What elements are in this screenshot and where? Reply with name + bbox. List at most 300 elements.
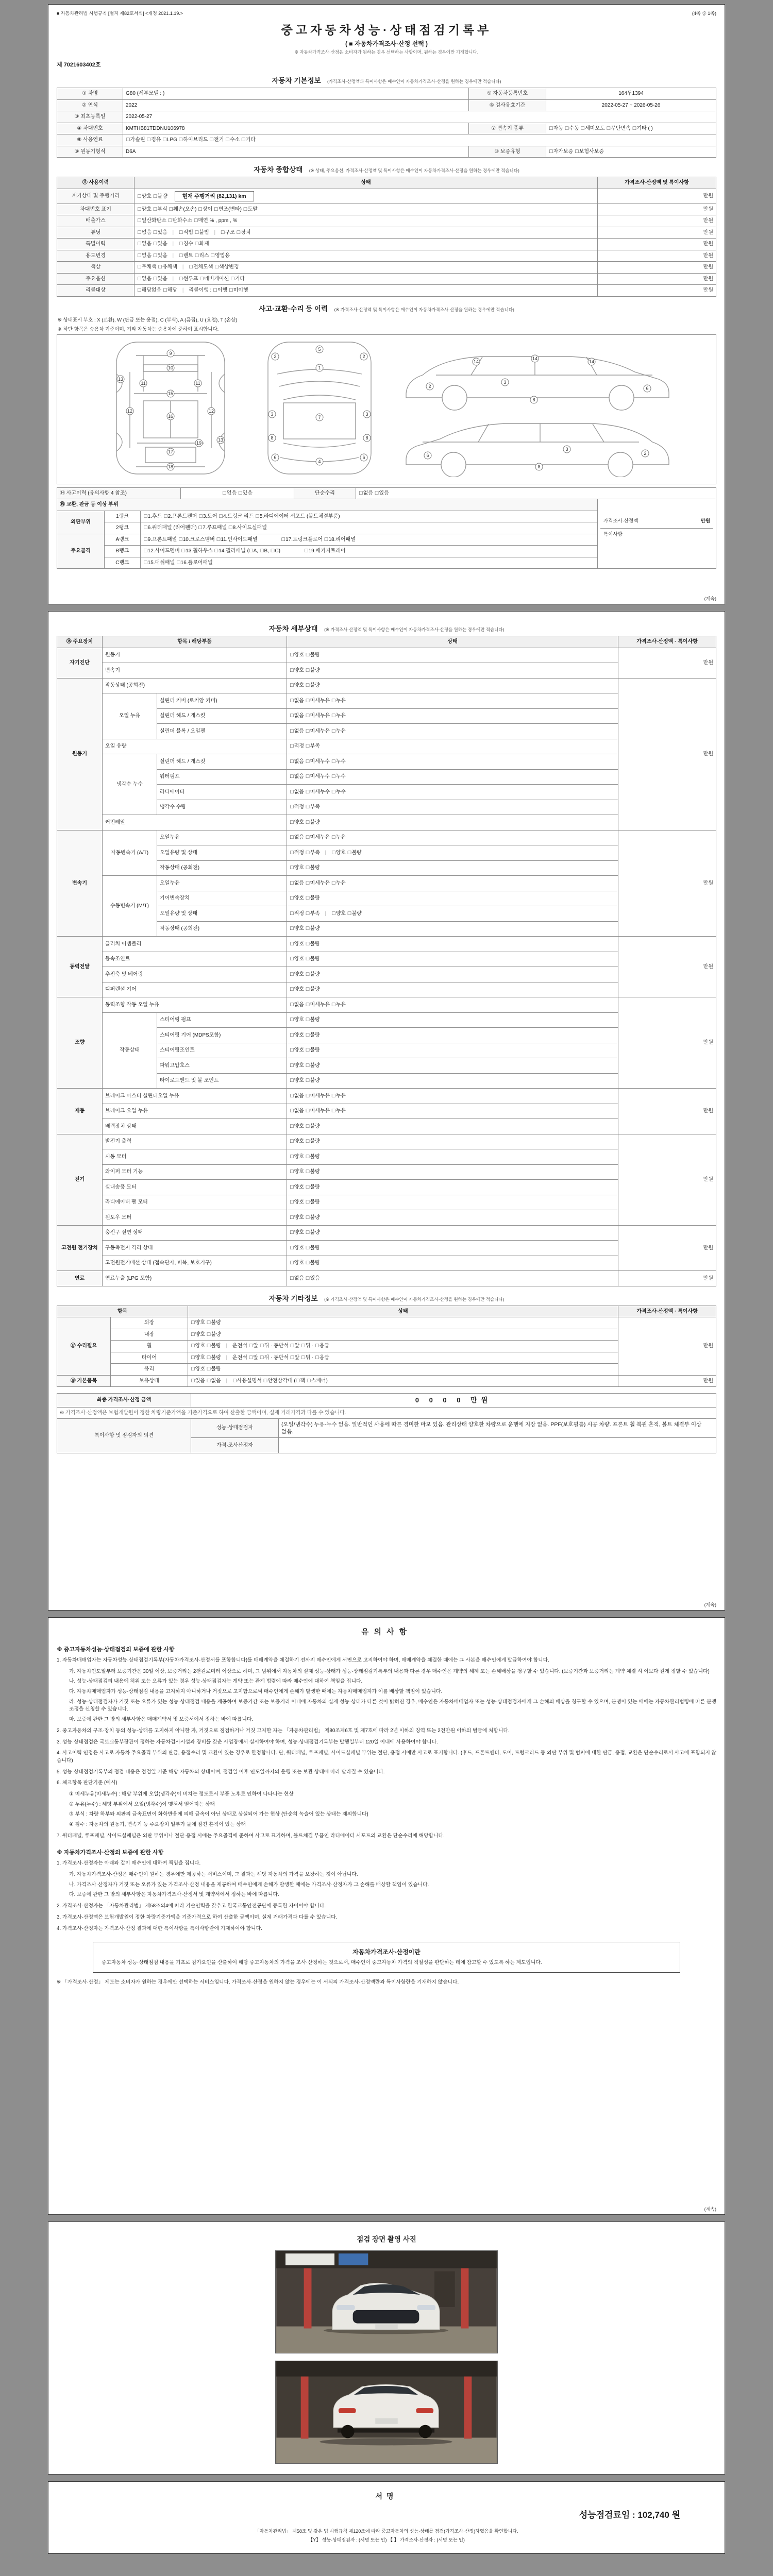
checkbox[interactable]: □ xyxy=(179,536,182,543)
svg-text:10: 10 xyxy=(167,365,174,370)
checkbox[interactable]: □ xyxy=(306,956,310,962)
checkbox[interactable]: □ xyxy=(290,652,294,658)
item-status: □양호 □불량 xyxy=(287,815,618,831)
checkbox[interactable]: □ xyxy=(331,834,335,840)
checkbox[interactable]: □ xyxy=(331,1001,335,1008)
checkbox[interactable]: □ xyxy=(228,524,232,531)
item-label: 브레이크 오일 누유 xyxy=(103,1104,287,1119)
mileage-value: 현재 주행거리 (82,131) km xyxy=(175,191,254,201)
checkbox[interactable]: □ xyxy=(138,229,141,235)
checkbox[interactable]: □ xyxy=(281,536,285,543)
notice-paragraph: 2. 가격조사·산정자는 「자동차관리법」 제58조의4에 따라 기술인력을 갖추고 한국교통안전공단에 등록한 자이어야 합니다. xyxy=(57,1903,326,1909)
row-label: 리콜대상 xyxy=(57,285,135,297)
row-price: 만원 xyxy=(598,273,716,285)
checkbox[interactable]: □ xyxy=(191,1366,195,1372)
item-label: 윈도우 모터 xyxy=(103,1210,287,1226)
checkbox[interactable]: □ xyxy=(290,895,294,901)
table-row xyxy=(57,88,716,100)
checkbox[interactable]: □ xyxy=(214,206,218,212)
checkbox[interactable]: □ xyxy=(306,804,310,810)
item-status: □적정 □부족 xyxy=(287,800,618,815)
checkbox[interactable]: □ xyxy=(315,1343,319,1349)
basic-info-table xyxy=(57,88,716,158)
divider: | xyxy=(226,1343,228,1349)
device-name: 동력전달 xyxy=(57,937,103,997)
checkbox[interactable]: □ xyxy=(138,206,141,212)
checkbox[interactable]: □ xyxy=(301,1343,305,1349)
checkbox[interactable]: □ xyxy=(214,548,219,554)
checkbox[interactable]: □ xyxy=(189,264,193,270)
item-status: □적정 □부족 xyxy=(287,739,618,754)
checkbox[interactable]: □ xyxy=(290,727,294,734)
checkbox[interactable]: □ xyxy=(290,788,294,795)
checkbox[interactable]: □ xyxy=(549,148,553,155)
svg-text:17: 17 xyxy=(167,449,174,454)
checkbox[interactable]: □ xyxy=(290,940,294,947)
checkbox[interactable]: □ xyxy=(306,1031,310,1038)
checkbox[interactable]: □ xyxy=(290,1031,294,1038)
checkbox[interactable]: □ xyxy=(290,1016,294,1023)
checkbox[interactable]: □ xyxy=(304,548,308,554)
item-label: 연료누출 (LPG 포함) xyxy=(103,1271,287,1286)
checkbox[interactable]: □ xyxy=(290,1229,294,1235)
checkbox[interactable]: □ xyxy=(211,252,215,259)
checkbox[interactable]: □ xyxy=(290,1062,294,1069)
checkbox[interactable]: □ xyxy=(290,819,294,825)
checkbox[interactable]: □ xyxy=(290,773,294,779)
item-status: □양호 □불량 xyxy=(287,1134,618,1149)
checkbox[interactable]: □ xyxy=(215,264,219,270)
inspector-opinion-text: (오일/냉각수) 누유·누수 없음. 일반적인 사용에 따른 경미한 마모 있음. 관리상태 양호한 차량으로 운행에 지장 없음. PPF(보호필름) 시공 차량. 프론트 휠 복원 흔적, 볼트 체결부 이상 없음. xyxy=(279,1419,716,1438)
table-row xyxy=(57,123,716,134)
checkbox[interactable]: □ xyxy=(306,713,310,719)
item-label: 시동 모터 xyxy=(103,1149,287,1165)
checkbox[interactable]: □ xyxy=(581,125,585,131)
checkbox[interactable]: □ xyxy=(347,849,351,856)
item-status: □양호 □불량 xyxy=(287,648,618,663)
checkbox[interactable]: □ xyxy=(207,1366,211,1372)
checkbox[interactable]: □ xyxy=(290,1047,294,1053)
checkbox[interactable]: □ xyxy=(153,241,157,247)
checkbox[interactable]: □ xyxy=(607,125,611,131)
signature-title: 서명 xyxy=(375,2492,398,2500)
svg-text:12: 12 xyxy=(127,408,133,414)
item-label: 파워고압호스 xyxy=(157,1058,287,1074)
checkbox[interactable]: □ xyxy=(565,125,569,131)
checkbox[interactable]: □ xyxy=(153,275,157,282)
checkbox[interactable]: □ xyxy=(306,895,310,901)
checkbox[interactable]: □ xyxy=(198,524,203,531)
checkbox[interactable]: □ xyxy=(144,559,147,566)
checkbox[interactable]: □ xyxy=(306,1199,310,1205)
checkbox[interactable]: □ xyxy=(207,1354,211,1361)
accident-history-label: ⑭ 사고이력 (유의사항 4 참조) xyxy=(57,487,181,499)
checkbox[interactable]: □ xyxy=(306,1183,310,1190)
detail-row xyxy=(57,1210,716,1226)
checkbox[interactable]: □ xyxy=(191,1343,195,1349)
checkbox[interactable]: □ xyxy=(306,773,310,779)
checkbox[interactable]: □ xyxy=(290,971,294,977)
checkbox[interactable]: □ xyxy=(232,1377,237,1384)
checkbox[interactable]: □ xyxy=(290,697,294,704)
checkbox[interactable]: □ xyxy=(632,125,636,131)
checkbox[interactable]: □ xyxy=(331,713,335,719)
checkbox[interactable]: □ xyxy=(207,1343,211,1349)
checkbox[interactable]: □ xyxy=(147,137,151,143)
notice-paragraph: 마. 보증에 관한 그 밖의 세부사항은 매매계약서 및 보증서에서 정하는 바에 따릅니다. xyxy=(69,1717,254,1723)
checkbox[interactable]: □ xyxy=(306,1047,310,1053)
item-label: 휠 xyxy=(111,1341,188,1352)
checkbox[interactable]: □ xyxy=(331,788,335,795)
checkbox[interactable]: □ xyxy=(290,1077,294,1083)
checkbox[interactable]: □ xyxy=(207,1319,211,1326)
parts-price-block xyxy=(598,499,716,569)
checkbox[interactable]: □ xyxy=(306,986,310,992)
svg-text:6: 6 xyxy=(362,454,365,460)
section-etc-title: 자동차 기타정보 xyxy=(268,1294,318,1302)
checkbox[interactable]: □ xyxy=(138,264,141,270)
checkbox[interactable]: □ xyxy=(241,137,245,143)
svg-text:2: 2 xyxy=(362,353,365,359)
item-label: 타이로드엔드 및 볼 조인트 xyxy=(157,1073,287,1089)
checkbox[interactable]: □ xyxy=(306,743,310,749)
checkbox[interactable]: □ xyxy=(290,804,294,810)
detail-row xyxy=(57,876,716,891)
checkbox[interactable]: □ xyxy=(306,1001,310,1008)
col-status: 상태 xyxy=(135,177,598,189)
checkbox[interactable]: □ xyxy=(126,137,130,143)
checkbox[interactable]: □ xyxy=(290,713,294,719)
fuel-options: □가솔린 □경유 □LPG □하이브리드 □전기 □수소 □기타 xyxy=(123,134,716,146)
notice-paragraph: 2. 중고자동차의 구조·장치 등의 성능·상태를 고지하지 아니한 자, 거짓으로 점검하거나 거짓 고지한 자는 「자동차관리법」 제80조제6호 및 제7호에 따라 2년 이하의 징역 또는 2천만원 이하의 벌금에 처합니다. xyxy=(57,1727,510,1734)
checkbox[interactable]: □ xyxy=(210,137,214,143)
checkbox[interactable]: □ xyxy=(153,193,157,199)
checkbox[interactable]: □ xyxy=(307,1377,311,1384)
checkbox[interactable]: □ xyxy=(290,834,294,840)
checkbox[interactable]: □ xyxy=(306,727,310,734)
checkbox[interactable]: □ xyxy=(249,1354,253,1361)
notice-paragraph: ③ 부식 : 차량 하부와 외판의 금속표면이 화학반응에 의해 금속이 아닌 상태로 상실되어 가는 현상 (단순히 녹슬어 있는 상태는 제외합니다) xyxy=(69,1811,368,1818)
detail-row xyxy=(57,997,716,1013)
checkbox[interactable]: □ xyxy=(200,275,204,282)
checkbox[interactable]: □ xyxy=(290,1343,294,1349)
checkbox[interactable]: □ xyxy=(306,910,310,917)
checkbox[interactable]: □ xyxy=(290,986,294,992)
group-price: 만원 xyxy=(618,1317,716,1376)
checkbox[interactable]: □ xyxy=(306,879,310,886)
checkbox[interactable]: □ xyxy=(138,275,141,282)
model-year-label: ② 연식 xyxy=(57,99,123,111)
item-status: □양호 □불량 xyxy=(287,1119,618,1134)
checkbox[interactable]: □ xyxy=(290,879,294,886)
checkbox[interactable]: □ xyxy=(306,652,310,658)
checkbox[interactable]: □ xyxy=(359,489,363,496)
document-subtitle: ( ■ 자동차가격조사·산정 선택 ) xyxy=(345,40,428,47)
checkbox[interactable]: □ xyxy=(306,819,310,825)
svg-text:8: 8 xyxy=(271,435,274,440)
checkbox[interactable]: □ xyxy=(191,1377,195,1384)
checkbox[interactable]: □ xyxy=(290,682,294,688)
checkbox[interactable]: □ xyxy=(306,865,310,871)
checkbox[interactable]: □ xyxy=(290,1354,294,1361)
checkbox[interactable]: □ xyxy=(179,241,183,247)
checkbox[interactable]: □ xyxy=(324,536,328,543)
checkbox[interactable]: □ xyxy=(179,275,183,282)
checkbox[interactable]: □ xyxy=(207,1331,211,1337)
checkbox[interactable]: □ xyxy=(306,758,310,765)
item-label: 라디에이터 xyxy=(157,785,287,800)
checkbox[interactable]: □ xyxy=(290,1168,294,1175)
checkbox[interactable]: □ xyxy=(331,910,335,917)
checkbox[interactable]: □ xyxy=(331,849,335,856)
notice-paragraph: 3. 성능·상태점검은 국토교통부장관이 정하는 자동차검사시설과 장비를 갖춘 사업장에서 실시하여야 하며, 성능·상태점검기록부는 발행일부터 120일 이내에 사용하여야 합니다. xyxy=(57,1739,438,1745)
section-basic-header xyxy=(57,75,716,86)
checkbox[interactable]: □ xyxy=(331,758,335,765)
table-row xyxy=(57,1407,716,1419)
item-label: 작동상태 (공회전) xyxy=(103,678,287,693)
checkbox[interactable]: □ xyxy=(191,1319,195,1326)
checkbox[interactable]: □ xyxy=(290,1001,294,1008)
checkbox[interactable]: □ xyxy=(153,252,157,259)
table-row xyxy=(57,146,716,158)
device-name: 자기진단 xyxy=(57,648,103,678)
checkbox[interactable]: □ xyxy=(306,788,310,795)
checkbox[interactable]: □ xyxy=(213,287,217,294)
checkbox[interactable]: □ xyxy=(260,548,264,554)
checkbox[interactable]: □ xyxy=(290,1260,294,1266)
item-status: □양호 □불량 xyxy=(188,1317,618,1329)
checkbox[interactable]: □ xyxy=(158,264,162,270)
checkbox[interactable]: □ xyxy=(306,940,310,947)
checkbox[interactable]: □ xyxy=(290,910,294,917)
checkbox[interactable]: □ xyxy=(331,697,335,704)
overall-row xyxy=(57,204,716,215)
checkbox[interactable]: □ xyxy=(306,1229,310,1235)
divider: | xyxy=(226,1378,228,1384)
checkbox[interactable]: □ xyxy=(243,206,247,212)
checkbox[interactable]: □ xyxy=(306,697,310,704)
divider: | xyxy=(182,287,184,294)
checkbox[interactable]: □ xyxy=(207,1377,211,1384)
item-status: □양호 □불량 xyxy=(287,1164,618,1180)
checkbox[interactable]: □ xyxy=(290,1138,294,1144)
checkbox[interactable]: □ xyxy=(144,548,147,554)
checkbox[interactable]: □ xyxy=(163,287,167,294)
checkbox[interactable]: □ xyxy=(138,252,141,259)
checkbox[interactable]: □ xyxy=(331,1092,335,1099)
checkbox[interactable]: □ xyxy=(198,206,202,212)
item-label: 워터펌프 xyxy=(157,769,287,785)
checkbox[interactable]: □ xyxy=(195,229,199,235)
checkbox[interactable]: □ xyxy=(306,1153,310,1160)
signature-parties: 【Y】 성능·상태점검자 : (서명 또는 인) 【 】 가격조사·산정자 : (서명 또는 인) xyxy=(308,2537,465,2543)
checkbox[interactable]: □ xyxy=(375,489,379,496)
checkbox[interactable]: □ xyxy=(153,229,157,235)
etc-row xyxy=(57,1329,716,1341)
checkbox[interactable]: □ xyxy=(179,252,183,259)
checkbox[interactable]: □ xyxy=(169,206,173,212)
divider: | xyxy=(182,264,184,270)
checkbox[interactable]: □ xyxy=(179,137,183,143)
checkbox[interactable]: □ xyxy=(290,758,294,765)
continued-marker: (계속) xyxy=(704,2207,716,2212)
overall-row xyxy=(57,239,716,250)
checkbox[interactable]: □ xyxy=(331,1108,335,1114)
checkbox[interactable]: □ xyxy=(168,217,172,224)
checkbox[interactable]: □ xyxy=(163,137,166,143)
checkbox[interactable]: □ xyxy=(138,217,141,224)
checkbox[interactable]: □ xyxy=(221,229,225,235)
checkbox[interactable]: □ xyxy=(290,1214,294,1221)
notice-paragraph: 가. 자동차가격조사·산정은 매수인이 원하는 경우에만 제공하는 서비스이며, 그 결과는 해당 자동차의 가격을 보장하는 것이 아닙니다. xyxy=(69,1872,358,1878)
checkbox[interactable]: □ xyxy=(260,1354,264,1361)
checkbox[interactable]: □ xyxy=(194,217,198,224)
checkbox[interactable]: □ xyxy=(331,727,335,734)
detail-status-table xyxy=(57,636,716,1286)
checkbox[interactable]: □ xyxy=(290,1108,294,1114)
section-etc-note: (※ 가격조사·산정액 및 특이사항은 매수인이 자동차가격조사·산정을 원하는 경우에만 적습니다) xyxy=(324,1296,505,1302)
checkbox[interactable]: □ xyxy=(306,849,310,856)
checkbox[interactable]: □ xyxy=(306,925,310,931)
checkbox[interactable]: □ xyxy=(271,548,275,554)
checkbox[interactable]: □ xyxy=(237,229,241,235)
checkbox[interactable]: □ xyxy=(306,1077,310,1083)
checkbox[interactable]: □ xyxy=(144,536,147,543)
final-price-value: 0 0 0 0 만원 xyxy=(191,1394,716,1408)
checkbox[interactable]: □ xyxy=(296,1377,300,1384)
checkbox[interactable]: □ xyxy=(290,1275,294,1281)
checkbox[interactable]: □ xyxy=(144,513,147,519)
checkbox[interactable]: □ xyxy=(249,548,253,554)
checkbox[interactable]: □ xyxy=(306,1123,310,1129)
divider: | xyxy=(172,276,174,282)
checkbox[interactable]: □ xyxy=(331,773,335,779)
checkbox[interactable]: □ xyxy=(306,682,310,688)
checkbox[interactable]: □ xyxy=(306,971,310,977)
detail-row xyxy=(57,1195,716,1210)
checkbox[interactable]: □ xyxy=(290,743,294,749)
checkbox[interactable]: □ xyxy=(290,1153,294,1160)
detail-row xyxy=(57,982,716,997)
item-status: □없음 □미세누유 □누유 xyxy=(287,724,618,739)
notice-paragraph: 가. 자동차인도일부터 보증기간은 30일 이상, 보증거리는 2천킬로미터 이상으로 하며, 그 범위에서 자동차의 실제 성능·상태가 성능·상태점검기록부의 내용과 다른 경우 매수인은 계약의 해제 또는 손해배상을 청구할 수 있습니다. (보증기간과 보증거리는 계약 체결 시 이보다 길게 정할 수 있습니다) xyxy=(69,1668,710,1674)
item-label: 오일누유 xyxy=(157,876,287,891)
etc-row xyxy=(57,1364,716,1376)
checkbox[interactable]: □ xyxy=(290,956,294,962)
page-5 xyxy=(48,2481,725,2554)
checkbox[interactable]: □ xyxy=(306,1244,310,1251)
checkbox[interactable]: □ xyxy=(195,252,199,259)
checkbox[interactable]: □ xyxy=(290,925,294,931)
checkbox[interactable]: □ xyxy=(231,275,234,282)
checkbox[interactable]: □ xyxy=(306,1016,310,1023)
checkbox[interactable]: □ xyxy=(195,241,199,247)
checkbox[interactable]: □ xyxy=(238,489,242,496)
checkbox[interactable]: □ xyxy=(263,1377,267,1384)
checkbox[interactable]: □ xyxy=(138,241,141,247)
checkbox[interactable]: □ xyxy=(260,1343,264,1349)
checkbox[interactable]: □ xyxy=(199,513,203,519)
checkbox[interactable]: □ xyxy=(301,1354,305,1361)
checkbox[interactable]: □ xyxy=(306,667,310,673)
device-name: 제동 xyxy=(57,1089,103,1134)
checkbox[interactable]: □ xyxy=(306,1092,310,1099)
checkbox[interactable]: □ xyxy=(249,1343,253,1349)
checkbox[interactable]: □ xyxy=(290,1123,294,1129)
checkbox[interactable]: □ xyxy=(219,513,223,519)
checkbox[interactable]: □ xyxy=(306,1108,310,1114)
checkbox[interactable]: □ xyxy=(331,879,335,886)
checkbox[interactable]: □ xyxy=(549,125,553,131)
col-item: 항목 / 해당부품 xyxy=(103,636,287,648)
checkbox[interactable]: □ xyxy=(191,1354,195,1361)
rank-label: 1랭크 xyxy=(105,511,141,522)
item-label: 작동상태 (공회전) xyxy=(157,921,287,937)
checkbox[interactable]: □ xyxy=(315,1354,319,1361)
checkbox[interactable]: □ xyxy=(164,513,167,519)
checkbox[interactable]: □ xyxy=(290,849,294,856)
rank-items: □12.사이드멤버 □13.휠하우스 □14.필러패널 (□A, □B, □C) □19.패키지트레이 xyxy=(141,546,598,557)
checkbox[interactable]: □ xyxy=(176,559,180,566)
checkbox[interactable]: □ xyxy=(153,206,157,212)
notice-paragraph: 1. 가격조사·산정자는 아래와 같이 매수인에 대하여 책임을 집니다. xyxy=(57,1860,201,1867)
checkbox[interactable]: □ xyxy=(306,1168,310,1175)
table-row xyxy=(57,111,716,123)
checkbox[interactable]: □ xyxy=(306,1214,310,1221)
checkbox[interactable]: □ xyxy=(226,137,229,143)
svg-text:4: 4 xyxy=(318,459,321,464)
checkbox[interactable]: □ xyxy=(290,667,294,673)
checkbox[interactable]: □ xyxy=(223,489,226,496)
item-label: 스티어링 기어 (MDPS포함) xyxy=(157,1028,287,1043)
engine-type-value: D6A xyxy=(123,146,469,158)
section-overall-header xyxy=(57,164,716,175)
checkbox[interactable]: □ xyxy=(179,229,183,235)
checkbox[interactable]: □ xyxy=(216,536,221,543)
item-label: 실린더 커버 (로커암 커버) xyxy=(157,693,287,709)
row-status: □양호 □불량 현재 주행거리 (82,131) km xyxy=(135,189,598,204)
transmission-label: ⑦ 변속기 종류 xyxy=(469,123,546,134)
group-price: 만원 xyxy=(618,678,716,830)
checkbox[interactable]: □ xyxy=(347,910,351,917)
checkbox[interactable]: □ xyxy=(144,524,147,531)
checkbox[interactable]: □ xyxy=(290,1092,294,1099)
item-label: 추진축 및 베어링 xyxy=(103,967,287,982)
checkbox[interactable]: □ xyxy=(256,513,259,519)
detail-row xyxy=(57,739,716,754)
item-status: □없음 □미세누유 □누유 xyxy=(287,876,618,891)
svg-text:14: 14 xyxy=(589,359,595,364)
checkbox[interactable]: □ xyxy=(306,1062,310,1069)
checkbox[interactable]: □ xyxy=(138,193,141,199)
checkbox[interactable]: □ xyxy=(229,287,233,294)
checkbox[interactable]: □ xyxy=(290,1199,294,1205)
first-reg-label: ③ 최초등록일 xyxy=(57,111,123,123)
checkbox[interactable]: □ xyxy=(181,548,186,554)
checkbox[interactable]: □ xyxy=(306,1275,310,1281)
checkbox[interactable]: □ xyxy=(290,1183,294,1190)
checkbox[interactable]: □ xyxy=(290,865,294,871)
divider: | xyxy=(172,229,174,235)
row-label: 튜닝 xyxy=(57,227,135,239)
checkbox[interactable]: □ xyxy=(306,1138,310,1144)
checkbox[interactable]: □ xyxy=(306,1260,310,1266)
checkbox[interactable]: □ xyxy=(306,834,310,840)
checkbox[interactable]: □ xyxy=(290,1244,294,1251)
checkbox[interactable]: □ xyxy=(138,287,141,294)
checkbox[interactable]: □ xyxy=(191,1331,195,1337)
checkbox[interactable]: □ xyxy=(575,148,579,155)
